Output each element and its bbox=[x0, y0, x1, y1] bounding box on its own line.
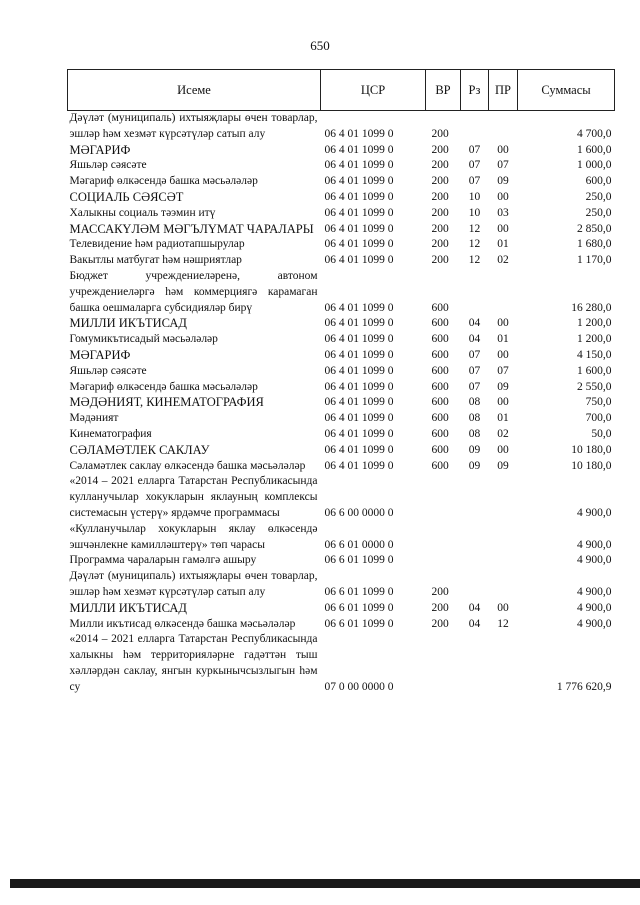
cell-vr: 200 bbox=[431, 206, 449, 219]
cell-rz bbox=[461, 269, 489, 316]
cell-rz: 04 bbox=[468, 317, 481, 330]
cell-name: Вакытлы матбугат һәм нәшриятлар bbox=[69, 254, 242, 267]
cell-sum: 1 600,0 bbox=[577, 143, 612, 156]
table-row bbox=[68, 253, 615, 269]
table-row bbox=[68, 158, 615, 174]
cell-sum: 250,0 bbox=[585, 206, 612, 219]
table-row bbox=[68, 380, 615, 396]
table-row bbox=[68, 190, 615, 206]
cell-csr: 06 4 01 1099 0 bbox=[324, 380, 394, 393]
cell-vr: 600 bbox=[431, 333, 449, 346]
cell-csr: 06 4 01 1099 0 bbox=[324, 254, 394, 267]
cell-name: Милли икътисад өлкәсендә башка мәсьәләләр bbox=[69, 617, 296, 630]
table-body bbox=[68, 111, 615, 696]
cell-vr: 200 bbox=[431, 190, 449, 203]
cell-sum: 1 200,0 bbox=[577, 333, 612, 346]
cell-rz: 07 bbox=[468, 143, 481, 156]
cell-rz: 07 bbox=[468, 175, 481, 188]
cell-csr: 06 6 00 0000 0 bbox=[324, 506, 394, 519]
cell-name: Мәгариф өлкәсендә башка мәсьәләләр bbox=[69, 380, 258, 393]
cell-vr: 200 bbox=[431, 143, 449, 156]
cell-rz: 09 bbox=[468, 443, 481, 456]
cell-vr: 200 bbox=[431, 238, 449, 251]
cell-vr bbox=[426, 474, 461, 521]
cell-rz: 08 bbox=[468, 427, 481, 440]
cell-csr: 06 4 01 1099 0 bbox=[324, 396, 394, 409]
cell-name: Мәгариф өлкәсендә башка мәсьәләләр bbox=[69, 175, 258, 188]
cell-sum: 1 000,0 bbox=[577, 159, 612, 172]
cell-csr: 06 4 01 1099 0 bbox=[324, 333, 394, 346]
cell-csr: 06 4 01 1099 0 bbox=[324, 317, 394, 330]
cell-vr: 200 bbox=[431, 222, 449, 235]
budget-table bbox=[67, 69, 615, 695]
cell-name: Халыкны социаль тәэмин итү bbox=[69, 206, 216, 219]
cell-name: МӘГАРИФ bbox=[69, 142, 131, 157]
cell-vr: 200 bbox=[431, 175, 449, 188]
cell-name: «2014 – 2021 елларга Татарстан Республикасында кулланучылар хокукларын яклауның комплексы системасын үстерү» ярдәмче программасы bbox=[69, 475, 318, 519]
cell-vr bbox=[426, 553, 461, 569]
cell-pr: 00 bbox=[497, 601, 509, 614]
cell-sum: 4 900,0 bbox=[577, 506, 612, 519]
cell-sum: 50,0 bbox=[591, 427, 612, 440]
cell-vr: 600 bbox=[431, 364, 449, 377]
cell-rz bbox=[461, 111, 489, 143]
cell-rz: 12 bbox=[468, 238, 481, 251]
cell-sum: 4 900,0 bbox=[577, 554, 612, 567]
table-row bbox=[68, 522, 615, 554]
header-sum: Суммасы bbox=[518, 70, 615, 111]
cell-sum: 4 700,0 bbox=[577, 127, 612, 140]
table-row bbox=[68, 206, 615, 222]
cell-sum: 600,0 bbox=[585, 175, 612, 188]
cell-pr: 09 bbox=[497, 175, 509, 188]
cell-sum: 4 900,0 bbox=[577, 585, 612, 598]
cell-pr: 00 bbox=[497, 143, 509, 156]
cell-vr: 200 bbox=[431, 254, 449, 267]
table-row bbox=[68, 617, 615, 633]
cell-rz bbox=[461, 553, 489, 569]
cell-vr: 600 bbox=[431, 317, 449, 330]
cell-pr bbox=[489, 474, 518, 521]
cell-rz: 08 bbox=[468, 396, 481, 409]
cell-pr: 01 bbox=[497, 412, 509, 425]
header-vr: ВР bbox=[426, 70, 461, 111]
cell-name: Мәдәният bbox=[69, 412, 119, 425]
cell-rz: 04 bbox=[468, 601, 481, 614]
cell-name: МӘДӘНИЯТ, КИНЕМАТОГРАФИЯ bbox=[69, 395, 264, 410]
cell-name: МӘГАРИФ bbox=[69, 347, 131, 362]
cell-pr: 03 bbox=[497, 206, 509, 219]
cell-rz: 08 bbox=[468, 412, 481, 425]
cell-csr: 06 4 01 1099 0 bbox=[324, 412, 394, 425]
cell-rz: 07 bbox=[468, 380, 481, 393]
cell-name: Дәүләт (муниципаль) ихтыяҗлары өчен товарлар, эшләр һәм хезмәт күрсәтүләр сатып алу bbox=[69, 112, 318, 140]
cell-csr: 06 4 01 1099 0 bbox=[324, 190, 394, 203]
cell-pr: 09 bbox=[497, 459, 509, 472]
cell-sum: 4 150,0 bbox=[577, 348, 612, 361]
table-row bbox=[68, 553, 615, 569]
table-row bbox=[68, 411, 615, 427]
cell-vr: 600 bbox=[431, 443, 449, 456]
cell-pr: 00 bbox=[497, 317, 509, 330]
cell-sum: 2 850,0 bbox=[577, 222, 612, 235]
cell-pr: 01 bbox=[497, 333, 509, 346]
cell-pr: 07 bbox=[497, 159, 509, 172]
cell-csr: 06 4 01 1099 0 bbox=[324, 364, 394, 377]
cell-name: «Кулланучылар хокукларын яклау өлкәсендә эшчәнлекне камилләштерү» төп чарасы bbox=[69, 522, 318, 551]
table-row bbox=[68, 111, 615, 143]
cell-pr: 00 bbox=[497, 443, 509, 456]
table-row bbox=[68, 364, 615, 380]
cell-sum: 4 900,0 bbox=[577, 601, 612, 614]
cell-pr bbox=[489, 632, 518, 695]
header-csr: ЦСР bbox=[321, 70, 426, 111]
cell-name: Программа чараларын гамәлгә ашыру bbox=[69, 554, 257, 567]
cell-sum: 2 550,0 bbox=[577, 380, 612, 393]
cell-name: Кинематография bbox=[69, 427, 152, 440]
cell-csr: 06 4 01 1099 0 bbox=[324, 459, 394, 472]
cell-rz: 07 bbox=[468, 348, 481, 361]
cell-name: Дәүләт (муниципаль) ихтыяҗлары өчен товарлар, эшләр һәм хезмәт күрсәтүләр сатып алу bbox=[69, 570, 318, 598]
header-pr: ПР bbox=[489, 70, 518, 111]
table-row bbox=[68, 237, 615, 253]
page-number: 650 bbox=[310, 38, 330, 53]
cell-name: МАССАКҮЛӘМ МӘГЪЛҮМАТ ЧАРАЛАРЫ bbox=[69, 221, 314, 236]
cell-csr: 07 0 00 0000 0 bbox=[324, 680, 394, 693]
cell-rz: 07 bbox=[468, 159, 481, 172]
cell-pr bbox=[489, 553, 518, 569]
cell-name: Яшьләр сәясәте bbox=[69, 159, 147, 172]
cell-pr bbox=[489, 111, 518, 143]
cell-rz: 09 bbox=[468, 459, 481, 472]
cell-vr: 200 bbox=[431, 617, 449, 630]
cell-sum: 4 900,0 bbox=[577, 617, 612, 630]
table-row bbox=[68, 174, 615, 190]
cell-vr: 200 bbox=[431, 601, 449, 614]
table-header bbox=[68, 70, 615, 111]
scan-bottom-edge bbox=[10, 879, 640, 888]
cell-vr: 600 bbox=[431, 412, 449, 425]
cell-rz: 12 bbox=[468, 222, 481, 235]
cell-csr: 06 4 01 1099 0 bbox=[324, 143, 394, 156]
cell-rz: 10 bbox=[468, 206, 481, 219]
cell-vr: 200 bbox=[431, 159, 449, 172]
cell-vr: 600 bbox=[431, 380, 449, 393]
table-row bbox=[68, 443, 615, 459]
cell-vr: 600 bbox=[431, 459, 449, 472]
cell-rz: 10 bbox=[468, 190, 481, 203]
cell-csr: 06 6 01 1099 0 bbox=[324, 554, 394, 567]
table-row bbox=[68, 269, 615, 316]
cell-vr: 200 bbox=[431, 585, 449, 598]
cell-name: Бюджет учреждениеләренә, автоном учреждениеләргә һәм коммерциягә карамаган башка оешмаларга субсидияләр бирү bbox=[69, 269, 318, 314]
cell-pr: 00 bbox=[497, 348, 509, 361]
cell-vr: 600 bbox=[431, 348, 449, 361]
cell-pr: 02 bbox=[497, 254, 509, 267]
cell-sum: 750,0 bbox=[585, 396, 612, 409]
cell-name: «2014 – 2021 елларга Татарстан Республикасында халыкны һәм территорияләрне гадәттән тыш хәлләрдән саклау, янгын куркынычсызлыгын һәм су bbox=[69, 633, 318, 693]
cell-name: Телевидение һәм радиотапшырулар bbox=[69, 238, 245, 251]
cell-vr: 600 bbox=[431, 396, 449, 409]
cell-sum: 4 900,0 bbox=[577, 538, 612, 551]
cell-csr: 06 6 01 1099 0 bbox=[324, 585, 394, 598]
cell-csr: 06 6 01 0000 0 bbox=[324, 538, 394, 551]
cell-csr: 06 4 01 1099 0 bbox=[324, 238, 394, 251]
cell-pr: 12 bbox=[497, 617, 509, 630]
cell-csr: 06 4 01 1099 0 bbox=[324, 222, 394, 235]
cell-pr bbox=[489, 522, 518, 554]
table-row bbox=[68, 395, 615, 411]
cell-sum: 1 170,0 bbox=[577, 254, 612, 267]
cell-pr: 00 bbox=[497, 396, 509, 409]
table-row bbox=[68, 316, 615, 332]
header-name: Исеме bbox=[68, 70, 321, 111]
table-row bbox=[68, 632, 615, 695]
cell-rz: 04 bbox=[468, 617, 481, 630]
table-row bbox=[68, 222, 615, 238]
table-row bbox=[68, 427, 615, 443]
cell-pr: 01 bbox=[497, 238, 509, 251]
cell-csr: 06 6 01 1099 0 bbox=[324, 601, 394, 614]
cell-sum: 10 180,0 bbox=[571, 443, 612, 456]
cell-rz bbox=[461, 474, 489, 521]
cell-sum: 1 600,0 bbox=[577, 364, 612, 377]
table-row bbox=[68, 143, 615, 159]
cell-vr: 600 bbox=[431, 301, 449, 314]
cell-csr: 06 4 01 1099 0 bbox=[324, 443, 394, 456]
cell-pr: 09 bbox=[497, 380, 509, 393]
cell-pr: 00 bbox=[497, 190, 509, 203]
cell-rz bbox=[461, 569, 489, 601]
cell-name: Сәламәтлек саклау өлкәсендә башка мәсьәләләр bbox=[69, 459, 306, 472]
cell-vr bbox=[426, 522, 461, 554]
cell-csr: 06 4 01 1099 0 bbox=[324, 175, 394, 188]
cell-sum: 1 776 620,9 bbox=[556, 680, 612, 693]
cell-rz bbox=[461, 522, 489, 554]
cell-vr: 200 bbox=[431, 127, 449, 140]
cell-pr bbox=[489, 569, 518, 601]
cell-sum: 10 180,0 bbox=[571, 459, 612, 472]
table-row bbox=[68, 332, 615, 348]
cell-name: МИЛЛИ ИКЪТИСАД bbox=[69, 600, 187, 615]
cell-csr: 06 4 01 1099 0 bbox=[324, 301, 394, 314]
table-row bbox=[68, 459, 615, 475]
cell-rz: 12 bbox=[468, 254, 481, 267]
cell-csr: 06 4 01 1099 0 bbox=[324, 159, 394, 172]
cell-name: СӘЛАМӘТЛЕК САКЛАУ bbox=[69, 442, 210, 457]
cell-vr: 600 bbox=[431, 427, 449, 440]
cell-pr: 02 bbox=[497, 427, 509, 440]
table-row bbox=[68, 474, 615, 521]
header-row bbox=[68, 70, 615, 111]
cell-name: СОЦИАЛЬ СӘЯСӘТ bbox=[69, 189, 184, 204]
cell-pr: 00 bbox=[497, 222, 509, 235]
header-rz: Рз bbox=[461, 70, 489, 111]
cell-vr bbox=[426, 632, 461, 695]
cell-sum: 700,0 bbox=[585, 412, 612, 425]
cell-sum: 250,0 bbox=[585, 190, 612, 203]
cell-pr bbox=[489, 269, 518, 316]
cell-sum: 1 680,0 bbox=[577, 238, 612, 251]
cell-csr: 06 4 01 1099 0 bbox=[324, 127, 394, 140]
table-row bbox=[68, 569, 615, 601]
cell-sum: 16 280,0 bbox=[571, 301, 612, 314]
table-row bbox=[68, 601, 615, 617]
cell-csr: 06 4 01 1099 0 bbox=[324, 427, 394, 440]
cell-csr: 06 4 01 1099 0 bbox=[324, 348, 394, 361]
table-row bbox=[68, 348, 615, 364]
cell-csr: 06 6 01 1099 0 bbox=[324, 617, 394, 630]
cell-rz: 07 bbox=[468, 364, 481, 377]
cell-rz: 04 bbox=[468, 333, 481, 346]
cell-sum: 1 200,0 bbox=[577, 317, 612, 330]
cell-name: Яшьләр сәясәте bbox=[69, 364, 147, 377]
cell-pr: 07 bbox=[497, 364, 509, 377]
cell-name: Гомумикътисадый мәсьәләләр bbox=[69, 333, 218, 346]
cell-rz bbox=[461, 632, 489, 695]
cell-name: МИЛЛИ ИКЪТИСАД bbox=[69, 316, 187, 331]
cell-csr: 06 4 01 1099 0 bbox=[324, 206, 394, 219]
